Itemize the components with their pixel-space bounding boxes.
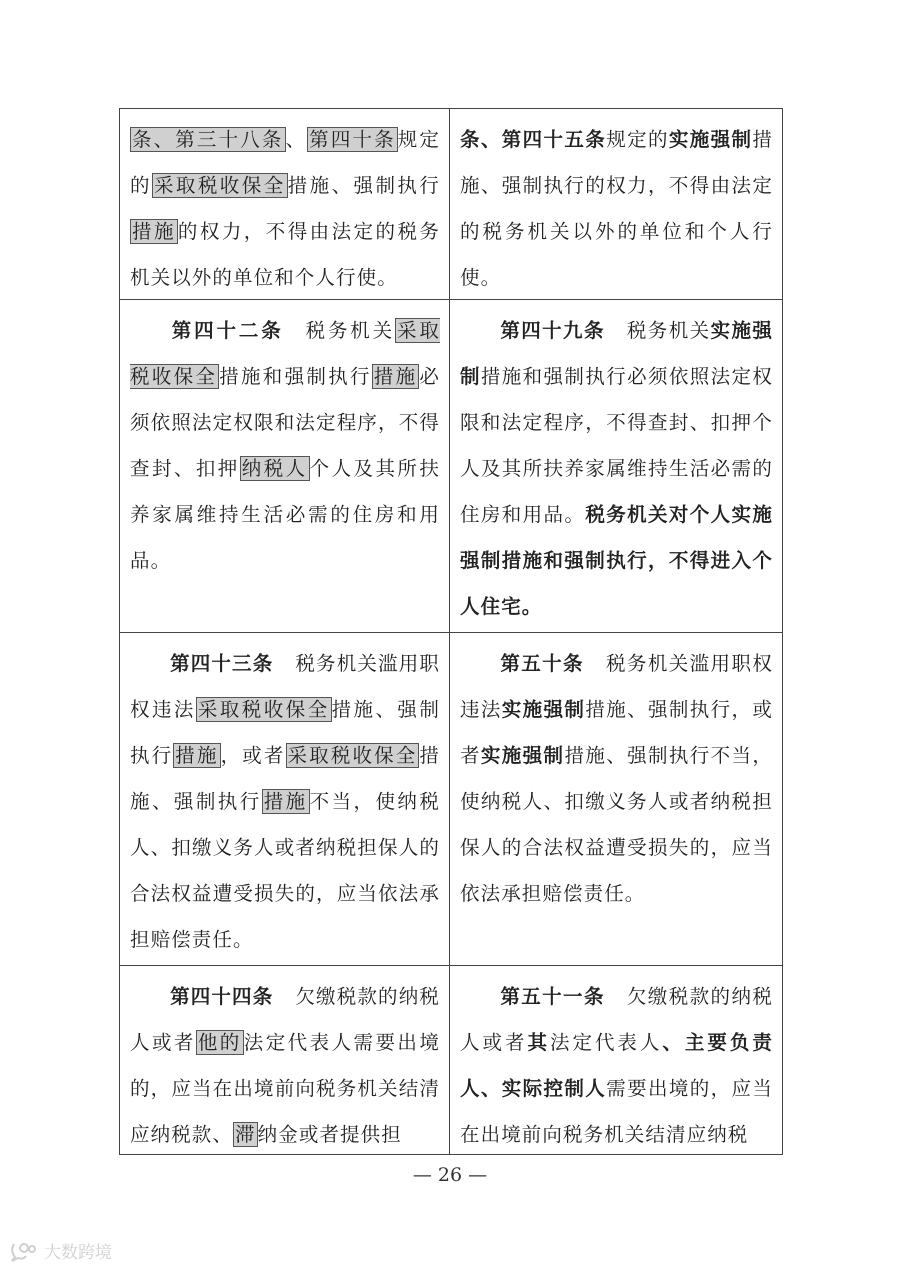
deleted-text-highlight: 条、第三十八条 bbox=[132, 128, 284, 151]
comparison-table bbox=[119, 108, 783, 1155]
watermark-text: 大数跨境 bbox=[44, 1243, 112, 1263]
deleted-text-highlight: 措施 bbox=[175, 744, 219, 767]
text-segment: 税务机关滥用职权违法 bbox=[130, 652, 440, 721]
added-text-bold: 实施强制 bbox=[460, 319, 773, 388]
new-text-cell bbox=[450, 966, 783, 1154]
text-segment: 、 bbox=[285, 128, 308, 151]
text-segment: 税务机关滥用职权违法 bbox=[460, 652, 773, 721]
watermark bbox=[8, 1238, 112, 1263]
text-segment: 不当，使纳税人、扣缴义务人或者纳税担保人的合法权益遭受损失的，应当依法承担赔偿责任。 bbox=[130, 790, 440, 951]
table-row bbox=[120, 300, 783, 633]
text-segment: 规定的 bbox=[606, 128, 669, 151]
text-segment: 的权力，不得由法定的税务机关以外的单位和个人行使。 bbox=[130, 220, 441, 289]
text-segment: 措施、强制执行 bbox=[287, 174, 440, 197]
text-segment: 法定代表人需要出境的，应当在出境前向税务机关结清应纳税款、 bbox=[130, 1031, 440, 1146]
deleted-text-highlight: 措施 bbox=[373, 365, 418, 388]
added-text-bold: 税务机关对个人实施强制措施和强制执行，不得进入个人住宅。 bbox=[460, 503, 773, 618]
table-row bbox=[120, 109, 783, 300]
text-segment: ，或者 bbox=[220, 744, 286, 767]
text-segment: 规定的 bbox=[130, 128, 440, 197]
text-segment: 法定代表人 bbox=[549, 1031, 663, 1054]
added-text-bold: 条、第四十五条 bbox=[460, 128, 607, 151]
old-text-cell bbox=[120, 109, 450, 299]
text-segment: 措施、强制执行 bbox=[130, 744, 441, 813]
text-segment: 措施、强制执行 bbox=[130, 698, 440, 767]
text-segment: 措施和强制执行 bbox=[219, 365, 372, 388]
new-text-cell bbox=[450, 633, 783, 965]
table-row bbox=[120, 633, 783, 966]
text-segment: 措施、强制执行，或者 bbox=[460, 698, 774, 767]
deleted-text-highlight: 采取税收保全 bbox=[130, 319, 440, 388]
table-row bbox=[120, 966, 783, 1155]
added-text-bold: 、主要负责人、实际控制人 bbox=[460, 1031, 773, 1100]
text-segment: 税务机关 bbox=[305, 319, 396, 342]
article-number: 第四十九条 bbox=[500, 319, 605, 342]
text-segment: 纳金或者提供担 bbox=[257, 1123, 402, 1146]
article-number: 第四十四条 bbox=[170, 985, 274, 1008]
text-segment: 措施和强制执行必须依照法定权限和法定程序，不得查封、扣押个人及其所扶养家属维持生活必需的住房和用品。 bbox=[460, 365, 773, 526]
added-text-bold: 实施强制 bbox=[668, 128, 753, 151]
article-number: 第四十二条 bbox=[170, 319, 284, 342]
new-text-cell bbox=[450, 300, 783, 632]
text-segment: 税务机关 bbox=[626, 319, 711, 342]
deleted-text-highlight: 第四十条 bbox=[309, 128, 396, 151]
deleted-text-highlight: 纳税人 bbox=[241, 457, 308, 480]
page-number: — 26 — bbox=[412, 1164, 488, 1186]
article-number: 第四十三条 bbox=[170, 652, 274, 675]
old-text-cell bbox=[120, 633, 450, 965]
deleted-text-highlight: 他的 bbox=[197, 1031, 242, 1054]
deleted-text-highlight: 采取税收保全 bbox=[197, 698, 330, 721]
article-number: 第五十一条 bbox=[500, 985, 605, 1008]
added-text-bold: 其 bbox=[527, 1031, 550, 1054]
text-segment: 欠缴税款的纳税人或者 bbox=[460, 985, 773, 1054]
old-text-cell bbox=[120, 300, 450, 632]
text-segment: 欠缴税款的纳税人或者 bbox=[130, 985, 440, 1054]
deleted-text-highlight: 措施 bbox=[263, 790, 308, 813]
old-text-cell bbox=[120, 966, 450, 1154]
text-segment: 措施、强制执行不当，使纳税人、扣缴义务人或者纳税担保人的合法权益遭受损失的，应当依法承担赔偿责任。 bbox=[460, 744, 773, 905]
deleted-text-highlight: 采取税收保全 bbox=[153, 174, 286, 197]
added-text-bold: 实施强制 bbox=[480, 744, 565, 767]
new-text-cell bbox=[450, 109, 783, 299]
text-segment: 个人及其所扶养家属维持生活必需的住房和用品。 bbox=[130, 457, 440, 572]
article-number: 第五十条 bbox=[500, 652, 584, 675]
text-segment: 必须依照法定权限和法定程序，不得查封、扣押 bbox=[130, 365, 441, 480]
speech-bubble-logo-icon bbox=[8, 1240, 38, 1262]
text-segment: 措施、强制执行的权力，不得由法定的税务机关以外的单位和个人行使。 bbox=[460, 128, 773, 289]
text-segment: 需要出境的，应当在出境前向税务机关结清应纳税 bbox=[460, 1077, 773, 1146]
deleted-text-highlight: 采取税收保全 bbox=[287, 744, 418, 767]
deleted-text-highlight: 滞 bbox=[235, 1123, 256, 1146]
added-text-bold: 实施强制 bbox=[501, 698, 586, 721]
deleted-text-highlight: 措施 bbox=[132, 220, 176, 243]
